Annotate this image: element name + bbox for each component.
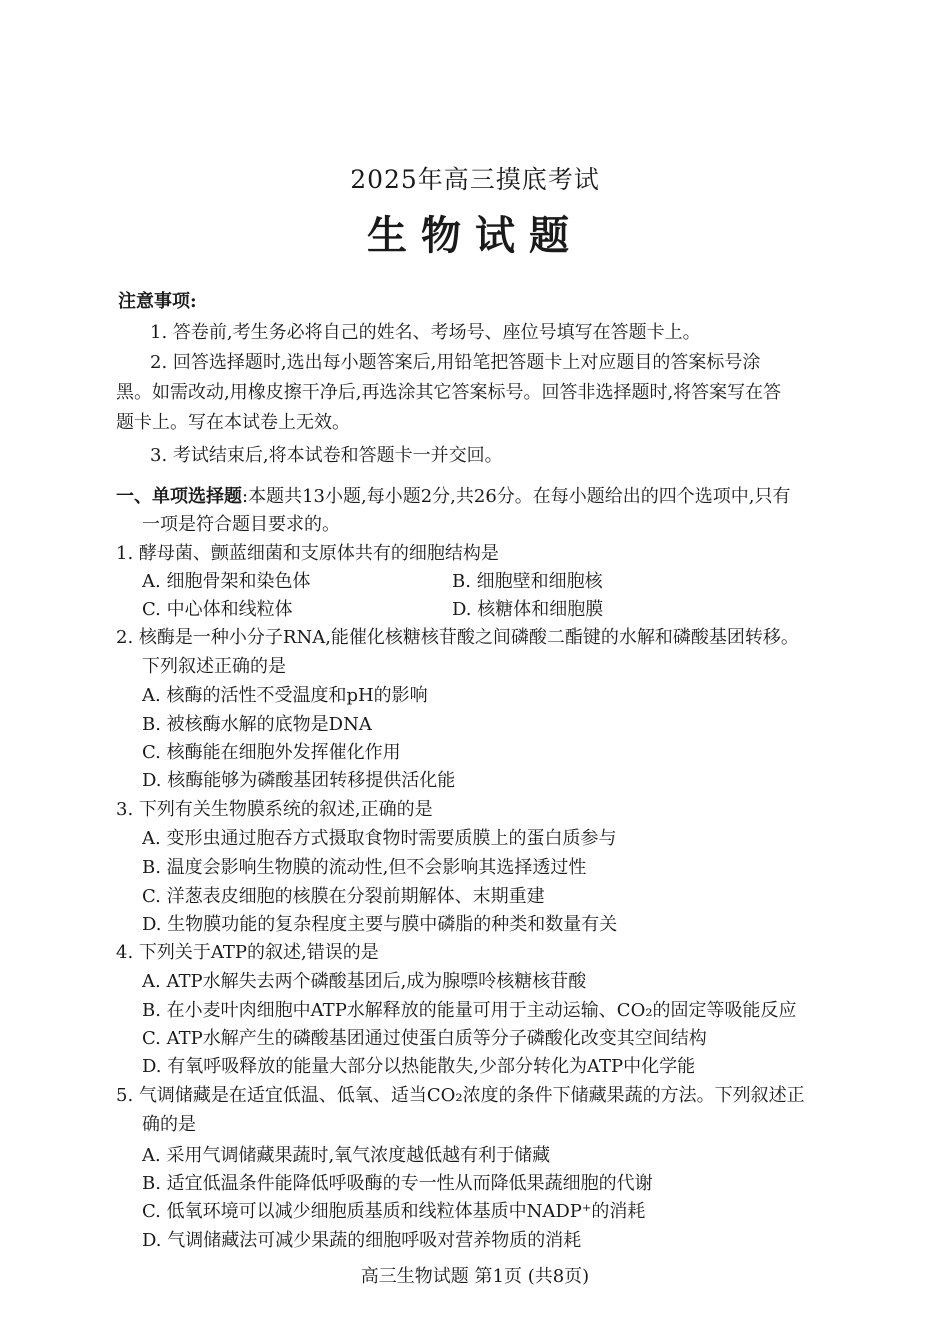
- exam-title: 生物试题: [367, 212, 583, 259]
- q5-option-a: A. 采用气调储藏果蔬时,氧气浓度越低越有利于储藏: [142, 1145, 551, 1166]
- page-footer: 高三生物试题 第1页 (共8页): [360, 1266, 590, 1287]
- q4-option-d: D. 有氧呼吸释放的能量大部分以热能散失,少部分转化为ATP中化学能: [142, 1056, 696, 1077]
- q3-option-b: B. 温度会影响生物膜的流动性,但不会影响其选择透过性: [142, 857, 587, 878]
- notice-line-1: 1. 答卷前,考生务必将自己的姓名、考场号、座位号填写在答题卡上。: [150, 322, 701, 343]
- q4-option-b: B. 在小麦叶肉细胞中ATP水解释放的能量可用于主动运输、CO₂的固定等吸能反应: [142, 1000, 797, 1021]
- notice-heading: 注意事项:: [118, 291, 197, 312]
- section-label: 一、单项选择题: [116, 486, 242, 507]
- q3-option-a: A. 变形虫通过胞吞方式摄取食物时需要质膜上的蛋白质参与: [142, 828, 617, 849]
- q5-stem-2: 确的是: [142, 1114, 196, 1135]
- q3-option-c: C. 洋葱表皮细胞的核膜在分裂前期解体、末期重建: [142, 886, 545, 907]
- q1-option-a: A. 细胞骨架和染色体: [142, 571, 311, 592]
- q1-option-c: C. 中心体和线粒体: [142, 599, 293, 620]
- q5-option-d: D. 气调储藏法可减少果蔬的细胞呼吸对营养物质的消耗: [142, 1230, 582, 1251]
- q2-stem-2: 下列叙述正确的是: [142, 656, 286, 677]
- q5-option-c: C. 低氧环境可以减少细胞质基质和线粒体基质中NADP⁺的消耗: [142, 1201, 646, 1222]
- notice-line-5: 3. 考试结束后,将本试卷和答题卡一并交回。: [150, 445, 503, 466]
- section-heading: [116, 484, 791, 510]
- q3-option-d: D. 生物膜功能的复杂程度主要与膜中磷脂的种类和数量有关: [142, 914, 618, 935]
- q5-stem: 5. 气调储藏是在适宜低温、低氧、适当CO₂浓度的条件下储藏果蔬的方法。下列叙述正: [116, 1085, 805, 1106]
- q2-stem: 2. 核酶是一种小分子RNA,能催化核糖核苷酸之间磷酸二酯键的水解和磷酸基团转移。: [116, 627, 799, 648]
- section-text-2: 一项是符合题目要求的。: [142, 514, 340, 535]
- exam-subtitle: 2025年高三摸底考试: [350, 165, 600, 194]
- notice-line-4: 题卡上。写在本试卷上无效。: [116, 412, 350, 433]
- q4-option-c: C. ATP水解产生的磷酸基团通过使蛋白质等分子磷酸化改变其空间结构: [142, 1028, 707, 1049]
- q3-stem: 3. 下列有关生物膜系统的叙述,正确的是: [116, 799, 433, 820]
- q2-option-c: C. 核酶能在细胞外发挥催化作用: [142, 742, 401, 763]
- q1-stem: 1. 酵母菌、颤蓝细菌和支原体共有的细胞结构是: [116, 543, 499, 564]
- q5-option-b: B. 适宜低温条件能降低呼吸酶的专一性从而降低果蔬细胞的代谢: [142, 1173, 653, 1194]
- q2-option-d: D. 核酶能够为磷酸基团转移提供活化能: [142, 770, 456, 791]
- q1-option-b: B. 细胞壁和细胞核: [452, 571, 603, 592]
- section-text: :本题共13小题,每小题2分,共26分。在每小题给出的四个选项中,只有: [242, 486, 791, 507]
- q1-option-d: D. 核糖体和细胞膜: [452, 599, 604, 620]
- notice-line-2: 2. 回答选择题时,选出每小题答案后,用铅笔把答题卡上对应题目的答案标号涂: [150, 352, 761, 373]
- notice-line-3: 黑。如需改动,用橡皮擦干净后,再选涂其它答案标号。回答非选择题时,将答案写在答: [116, 382, 782, 403]
- q4-option-a: A. ATP水解失去两个磷酸基团后,成为腺嘌呤核糖核苷酸: [142, 971, 587, 992]
- q2-option-b: B. 被核酶水解的底物是DNA: [142, 714, 372, 735]
- q4-stem: 4. 下列关于ATP的叙述,错误的是: [116, 942, 379, 963]
- q2-option-a: A. 核酶的活性不受温度和pH的影响: [142, 685, 428, 706]
